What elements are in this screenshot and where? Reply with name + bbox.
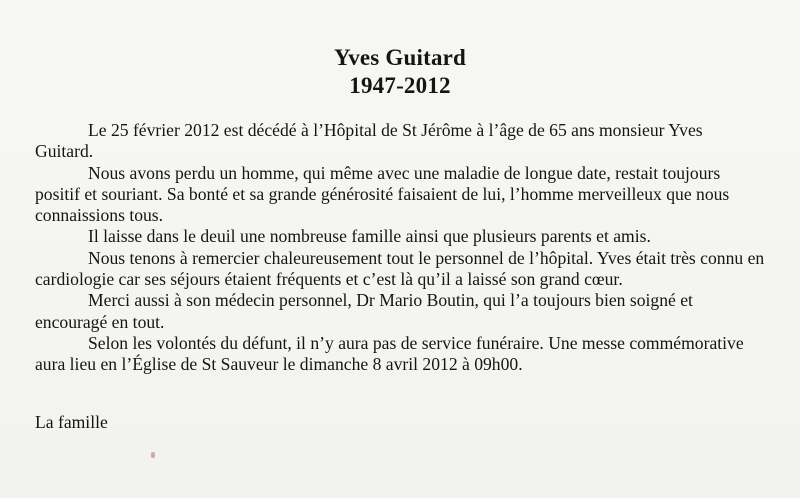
paper-speck xyxy=(151,452,155,458)
life-years: 1947-2012 xyxy=(349,73,451,98)
paragraph-hospital-thanks: Nous tenons à remercier chaleureusement tout le personnel de l’hôpital. Yves était très connu en cardiologie car ses séjours étaient fréquents et c’est là qu’il a laissé son grand cœur. xyxy=(35,247,765,290)
paragraph-family: Il laisse dans le deuil une nombreuse famille ainsi que plusieurs parents et amis. xyxy=(88,226,651,247)
signature: La famille xyxy=(35,412,108,432)
paragraph-memorial-service: Selon les volontés du défunt, il n’y aura pas de service funéraire. Une messe commémorative aura lieu en l’Église de St Sauveur le dimanche 8 avril 2012 à 09h00. xyxy=(35,332,744,375)
paragraph-doctor-thanks: Merci aussi à son médecin personnel, Dr Mario Boutin, qui l’a toujours bien soigné et encouragé en tout. xyxy=(35,290,693,332)
paragraph-death-notice: Le 25 février 2012 est décédé à l’Hôpital de St Jérôme à l’âge de 65 ans monsieur Yves Guitard. xyxy=(35,120,703,162)
paragraph-tribute: Nous avons perdu un homme, qui même avec une maladie de longue date, restait toujours positif et souriant. Sa bonté et sa grande générosité faisaient de lui, l’homme merveilleux que nous connaissions tous. xyxy=(35,162,730,226)
obituary-body xyxy=(35,120,765,376)
deceased-name: Yves Guitard xyxy=(333,45,467,70)
